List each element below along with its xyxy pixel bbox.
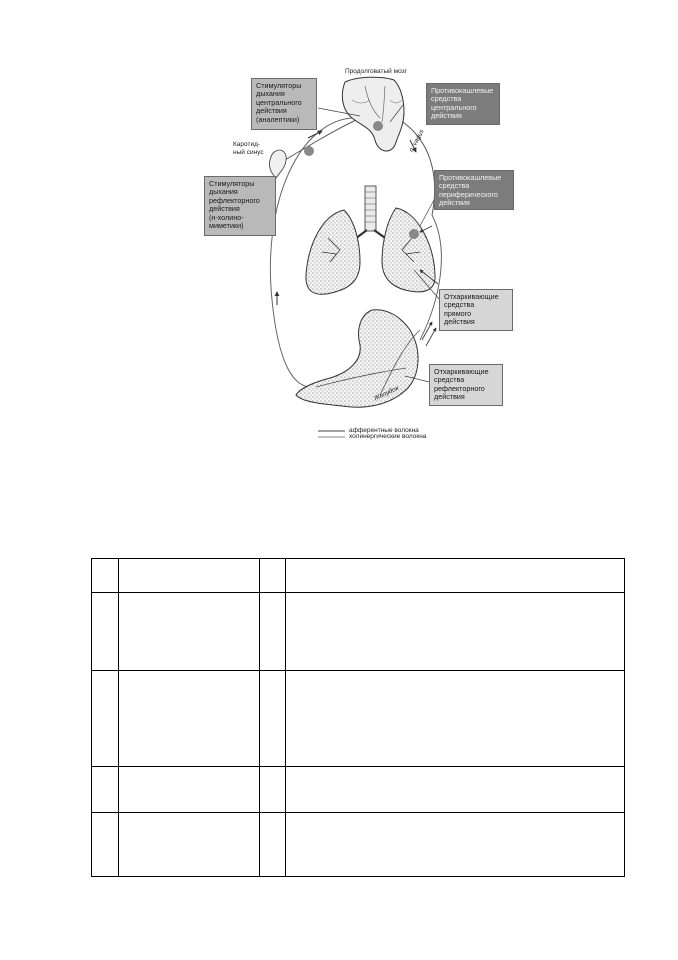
table-cell	[286, 559, 625, 593]
lung-target-dot	[409, 229, 419, 239]
table-cell	[286, 671, 625, 767]
diagram-svg	[0, 0, 678, 460]
antitussive-peripheral-box: Противокашлевые средства периферического действия	[434, 170, 514, 210]
carotid-sinus-shape	[269, 150, 286, 178]
carotid-sinus-label: Каротид- ный синус	[233, 141, 264, 156]
table-cell	[92, 671, 119, 767]
table-cell	[92, 559, 119, 593]
table-cell	[119, 559, 260, 593]
table-row	[92, 767, 625, 813]
table-cell	[119, 593, 260, 671]
table-cell	[260, 767, 286, 813]
right-lung-shape	[382, 208, 435, 292]
medulla-label: Продолговатый мозг	[345, 68, 407, 75]
table-row	[92, 671, 625, 767]
table-cell	[92, 767, 119, 813]
stomach-shape	[296, 310, 418, 407]
table-cell	[119, 813, 260, 877]
expectorant-direct-box: Отхаркивающие средства прямого действия	[439, 289, 513, 331]
table-cell	[119, 671, 260, 767]
resp-stimulants-central-box: Стимуляторы дыхания центрального действия (аналептики)	[251, 78, 317, 130]
table-cell	[260, 593, 286, 671]
carotid-arrow	[308, 131, 322, 138]
table-row	[92, 559, 625, 593]
table-cell	[286, 767, 625, 813]
expectorant-reflex-box: Отхаркивающие средства рефлекторного действия	[429, 364, 503, 406]
table-cell	[92, 593, 119, 671]
table-cell	[119, 767, 260, 813]
antitussive-central-box: Противокашлевые средства центрального действия	[426, 83, 500, 125]
table-cell	[286, 593, 625, 671]
respiratory-pharmacology-diagram	[0, 0, 678, 460]
table-cell	[260, 813, 286, 877]
table-row	[92, 813, 625, 877]
trachea-shape	[365, 186, 376, 231]
table-cell	[286, 813, 625, 877]
medulla-target-dot	[373, 121, 383, 131]
vagus-label: n. vagus	[408, 128, 426, 154]
table-cell	[260, 671, 286, 767]
table-cell	[92, 813, 119, 877]
legend-cholinergic-label: холинергические волокна	[349, 433, 427, 440]
table-row	[92, 593, 625, 671]
stomach-label: Желудок	[373, 384, 400, 403]
table-cell	[260, 559, 286, 593]
legend-afferent-label: афферентные волокна	[349, 427, 419, 434]
left-lung-shape	[306, 210, 360, 294]
resp-stimulants-reflex-box: Стимуляторы дыхания рефлекторного действия (н-холино- миметики)	[204, 176, 276, 236]
empty-table	[91, 558, 625, 877]
carotid-target-dot	[304, 146, 314, 156]
